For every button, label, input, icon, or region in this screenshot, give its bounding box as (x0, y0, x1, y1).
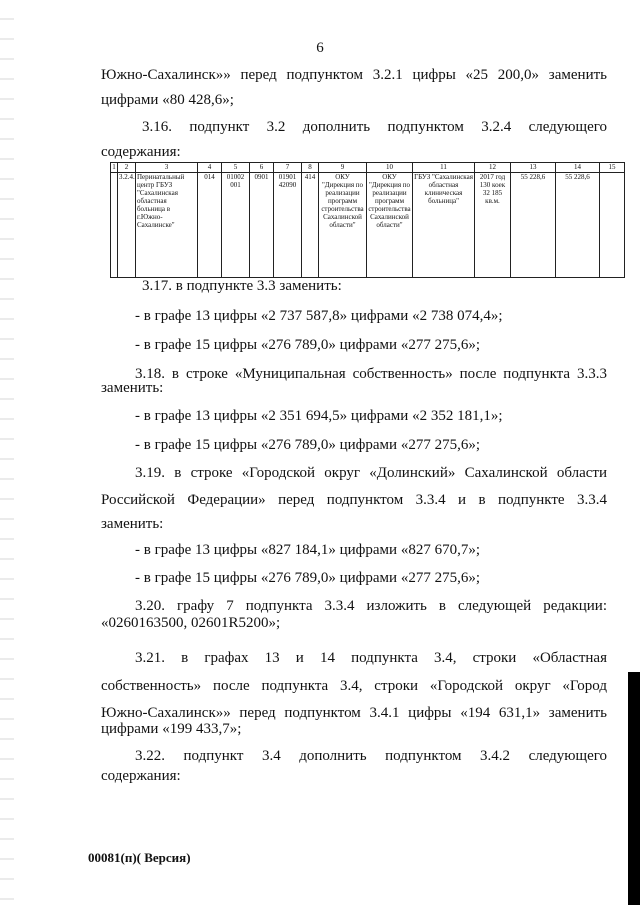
text-line: содержания: (101, 144, 181, 160)
text-line: 3.20. графу 7 подпункта 3.3.4 изложить в следующей редакции: (135, 598, 607, 614)
table-cell: 01002 001 (222, 173, 250, 278)
text-line: Российской Федерации» перед подпунктом 3.3.4 и в подпункте 3.3.4 (101, 492, 607, 508)
page-number: 6 (316, 40, 324, 56)
column-number: 13 (511, 163, 556, 173)
table-cell: ОКУ "Дирекция по реализации программ строительства Сахалинской области" (367, 173, 413, 278)
table-cell: 0901 (250, 173, 274, 278)
text-line: 3.18. в строке «Муниципальная собственность» после подпункта 3.3.3 (135, 366, 607, 382)
column-number: 6 (250, 163, 274, 173)
column-number: 12 (475, 163, 511, 173)
table-header-row (111, 163, 625, 173)
column-number: 10 (367, 163, 413, 173)
table-cell: 55 228,6 (556, 173, 600, 278)
table-row (111, 173, 625, 278)
column-number: 11 (413, 163, 475, 173)
column-number: 15 (600, 163, 625, 173)
table-cell (600, 173, 625, 278)
table-cell: 55 228,6 (511, 173, 556, 278)
text-line: цифрами «80 428,6»; (101, 92, 234, 108)
document-footer: 00081(п)( Версия) (88, 850, 191, 865)
text-line: - в графе 15 цифры «276 789,0» цифрами «277 275,6»; (135, 570, 480, 586)
text-line: 3.17. в подпункте 3.3 заменить: (142, 278, 342, 294)
text-line: содержания: (101, 768, 181, 784)
table-cell: 014 (198, 173, 222, 278)
column-number: 14 (556, 163, 600, 173)
text-line: - в графе 13 цифры «2 737 587,8» цифрами «2 738 074,4»; (135, 308, 503, 324)
table-cell: 3.2.4. (118, 173, 136, 278)
column-number: 5 (222, 163, 250, 173)
text-line: заменить: (101, 380, 164, 396)
table-cell: 01901 42090 (274, 173, 302, 278)
text-line: Южно-Сахалинск»» перед подпунктом 3.4.1 цифры «194 631,1» заменить (101, 705, 607, 721)
text-line: 3.21. в графах 13 и 14 подпункта 3.4, строки «Областная (135, 650, 607, 666)
text-line: цифрами «199 433,7»; (101, 721, 242, 737)
text-line: заменить: (101, 516, 164, 532)
text-line: «0260163500, 02601R5200»; (101, 615, 281, 631)
text-line: - в графе 13 цифры «2 351 694,5» цифрами «2 352 181,1»; (135, 408, 503, 424)
inserted-table (110, 162, 625, 278)
text-line: - в графе 13 цифры «827 184,1» цифрами «827 670,7»; (135, 542, 480, 558)
text-line: 3.22. подпункт 3.4 дополнить подпунктом 3.4.2 следующего (135, 748, 607, 764)
text-line: Южно-Сахалинск»» перед подпунктом 3.2.1 цифры «25 200,0» заменить (101, 67, 607, 83)
table-cell: Перинатальный центр ГБУЗ "Сахалинская областная больница в г.Южно-Сахалинске" (136, 173, 198, 278)
column-number: 2 (118, 163, 136, 173)
text-line: - в графе 15 цифры «276 789,0» цифрами «277 275,6»; (135, 437, 480, 453)
column-number: 3 (136, 163, 198, 173)
column-number: 8 (302, 163, 319, 173)
table-cell: ОКУ "Дирекция по реализации программ строительства Сахалинской области" (319, 173, 367, 278)
column-number: 9 (319, 163, 367, 173)
scan-edge-marks (0, 0, 14, 905)
scan-edge-bar (628, 672, 640, 905)
table-cell: 414 (302, 173, 319, 278)
column-number: 4 (198, 163, 222, 173)
table-cell: 2017 год 130 коек 32 185 кв.м. (475, 173, 511, 278)
column-number: 1 (112, 163, 116, 171)
table-cell: ГБУЗ "Сахалинская областная клиническая больница" (413, 173, 475, 278)
column-number: 7 (274, 163, 302, 173)
text-line: 3.19. в строке «Городской округ «Долинский» Сахалинской области (135, 465, 607, 481)
text-line: 3.16. подпункт 3.2 дополнить подпунктом 3.2.4 следующего (142, 119, 607, 135)
table-cell (111, 173, 118, 278)
text-line: - в графе 15 цифры «276 789,0» цифрами «277 275,6»; (135, 337, 480, 353)
text-line: собственность» после подпункта 3.4, строки «Городской округ «Город (101, 678, 607, 694)
